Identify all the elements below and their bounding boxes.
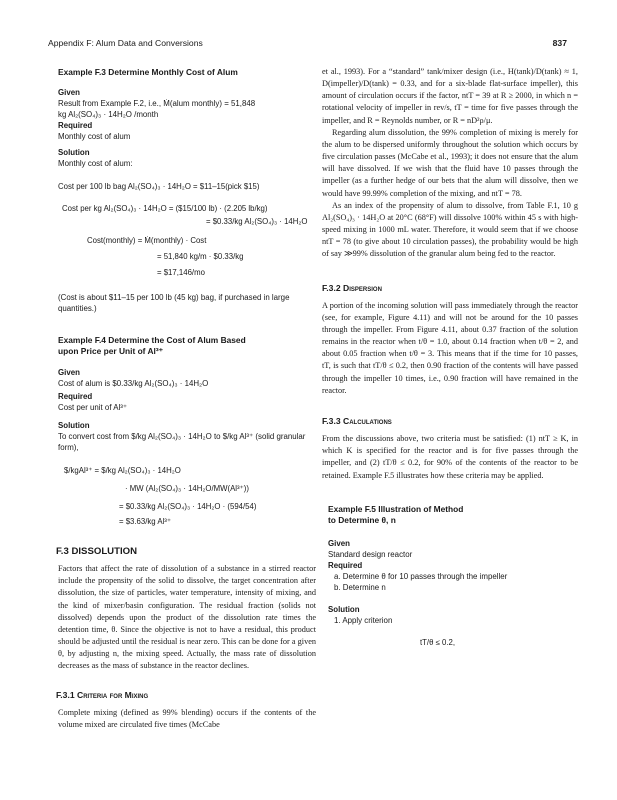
example-f5-required-b: b. Determine n: [334, 582, 386, 592]
required-label: Required: [58, 392, 93, 401]
right-column: [322, 66, 578, 649]
example-f5-given: Standard design reactor: [328, 549, 413, 559]
page-number: 837: [552, 38, 567, 48]
example-f5-title-line-1: Example F.5 Illustration of Method: [328, 503, 464, 514]
equation-monthly-cost: Cost(monthly) = Ṁ(monthly) · Cost: [87, 236, 207, 245]
section-f32-paragraph: A portion of the incoming solution will pass immediately through the reactor (see, for example, Figure 4.11) and will not be around for the 10 passes through the impeller. From Figure 4.11, about 0.37 fraction of the solution remains in the reactor when t/θ = 1.0, about 0.14 fraction when t/θ = 2, and about 0.05 fraction when t/θ = 3. This means that if the time for 10 passes, tT, is such that tT/θ ≤ 0.2, then 0.90 fraction of the contents will have passed through the impeller 10 times, i.e., 0.90 fraction will have remained in the reactor.: [322, 300, 578, 395]
equation-bag-cost: Cost per 100 lb bag Al₂(SO₄)₃ · 14H₂O = $11–15(pick $15): [58, 182, 260, 191]
section-f32-heading: F.3.2 Dispersion: [322, 282, 382, 293]
mixing-paragraph: et al., 1993). For a “standard” tank/mixer design (i.e., H(tank)/D(tank) ≈ 1, D(impeller)/D(tank) = 0.33, and for a six-blade flat-surface impeller), this amount of circulation occurs if the factor, ntT = 39 at R ≥ 2000, in which n = rotational velocity of impeller in rev/s, tT = time for five passes through the impeller, and R = Reynolds number, or R = nD²ρ/μ.: [322, 67, 578, 125]
section-f31-paragraph: Complete mixing (defined as 99% blending) occurs if the contents of the volume mixed are circulated five times (McCabe: [58, 707, 316, 729]
equation-criterion: tT/θ ≤ 0.2,: [420, 637, 456, 647]
dissolution-paragraph: Regarding alum dissolution, the 99% completion of mixing is merely for the alum to be dispersed uniformly throughout the solution which occurs by five circulation passes (McCabe et al., 1993); it does not ensure that the alum will have dissolved. If we wish that the fluid have 10 passes through the impeller (as a further hedge of our bets that the alum will dissolve, then we would have 99.99% completion of the mixing, and ntT = 78.: [322, 127, 578, 198]
example-f3-solution-intro: Monthly cost of alum:: [58, 159, 133, 168]
equation-monthly-cost-step: = 51,840 kg/m · $0.33/kg: [157, 252, 244, 261]
equation-kg-cost-result: = $0.33/kg Al₂(SO₄)₃ · 14H₂O: [206, 217, 308, 226]
equation-al-cost-result: = $3.63/kg Al³⁺: [119, 517, 172, 526]
equation-al-cost-step: = $0.33/kg Al₂(SO₄)₃ · 14H₂O · (594/54): [119, 502, 257, 511]
example-f5-title-line-2: to Determine θ, n: [328, 514, 396, 525]
alum-index-paragraph: As an index of the propensity of alum to dissolve, from Table F.1, 10 g Al₂(SO₄)₃ · 14H₂O at 20°C (68°F) will dissolve 100% within 45 s with high-speed mixing in 1000 mL water. Therefore, it would seem that if we choose ntT = 78 (to give about 10 circulation passes), the probability would be high of say ≫99% dissolution of the granular alum being fed to the reactor.: [322, 200, 578, 259]
section-f3-paragraph: Factors that affect the rate of dissolution of a substance in a stirred reactor include the propensity of the solid to dissolve, the target concentration after dissolution, the size of particles, water temperature, intensity of mixing, and the kind of mixer/basin configuration. The residual fraction (solids not dissolved) depends upon the product of the dissolution rate times the detention time, θ. Since the objective is not to have a residual, this product should be adjusted until the residual is near zero. This can be done for a given θ, by adjusting n, the mixing speed. Actually, the mass rate of dissolution decreases as the mass of substance in the reactor declines.: [58, 564, 316, 671]
example-f5-solution-step-1: 1. Apply criterion: [334, 615, 393, 625]
example-f4-solution: To convert cost from $/kg Al₂(SO₄)₃ · 14H₂O to $/kg Al³⁺ (solid granular form),: [58, 432, 306, 452]
required-label: Required: [58, 121, 93, 130]
required-label: Required: [328, 560, 363, 570]
section-f33-heading: F.3.3 Calculations: [322, 415, 392, 426]
section-f3-heading: F.3 DISSOLUTION: [56, 546, 138, 557]
example-f4-title-line-2: upon Price per Unit of Al³⁺: [58, 346, 164, 356]
example-f3-given-line-1: Result from Example F.2, i.e., Ṁ(alum monthly) = 51,848: [58, 99, 256, 108]
equation-kg-cost: Cost per kg Al₂(SO₄)₃ · 14H₂O = ($15/100 lb) · (2.205 lb/kg): [62, 204, 268, 213]
section-f31-heading: F.3.1 Criteria for Mixing: [56, 689, 149, 700]
given-label: Given: [328, 538, 350, 548]
equation-al-cost-mw: · MW (Al₂(SO₄)₃ · 14H₂O/MW(Al³⁺)): [125, 484, 249, 493]
header-chapter: Appendix F: Alum Data and Conversions: [48, 38, 203, 48]
example-f3-note: (Cost is about $11–15 per 100 lb (45 kg) bag, if purchased in large quantities.): [58, 293, 290, 313]
example-f3-required: Monthly cost of alum: [58, 132, 131, 141]
example-f5-required-a: a. Determine θ for 10 passes through the impeller: [334, 571, 508, 581]
solution-label: Solution: [58, 421, 90, 430]
example-f4-given: Cost of alum is $0.33/kg Al₂(SO₄)₃ · 14H₂O: [58, 379, 209, 388]
given-label: Given: [58, 88, 80, 97]
given-label: Given: [58, 368, 80, 377]
example-f4-title-line-1: Example F.4 Determine the Cost of Alum Based: [58, 335, 246, 345]
solution-label: Solution: [328, 604, 360, 614]
example-f4-required: Cost per unit of Al³⁺: [58, 403, 128, 412]
equation-al-cost: $/kgAl³⁺ = $/kg Al₂(SO₄)₃ · 14H₂O: [64, 466, 181, 475]
example-f4: [58, 335, 316, 528]
solution-label: Solution: [58, 148, 90, 157]
example-f3-title: Example F.3 Determine Monthly Cost of Alum: [58, 67, 238, 77]
example-f5: [322, 504, 578, 649]
equation-monthly-cost-result: = $17,146/mo: [157, 268, 205, 277]
example-f3: [58, 67, 316, 314]
section-f33-paragraph: From the discussions above, two criteria must be satisfied: (1) ntT ≥ K, in which K is specified for the reactor and is for five passes through the impeller, and (2) tT/θ ≤ 0.2, for 90% of the contents of the reactor to be retained. Example F.5 illustrates how these criteria may be applied.: [322, 434, 578, 480]
left-column: [58, 66, 316, 731]
example-f3-given-line-2: kg Al₂(SO₄)₃ · 14H₂O /month: [58, 110, 159, 119]
